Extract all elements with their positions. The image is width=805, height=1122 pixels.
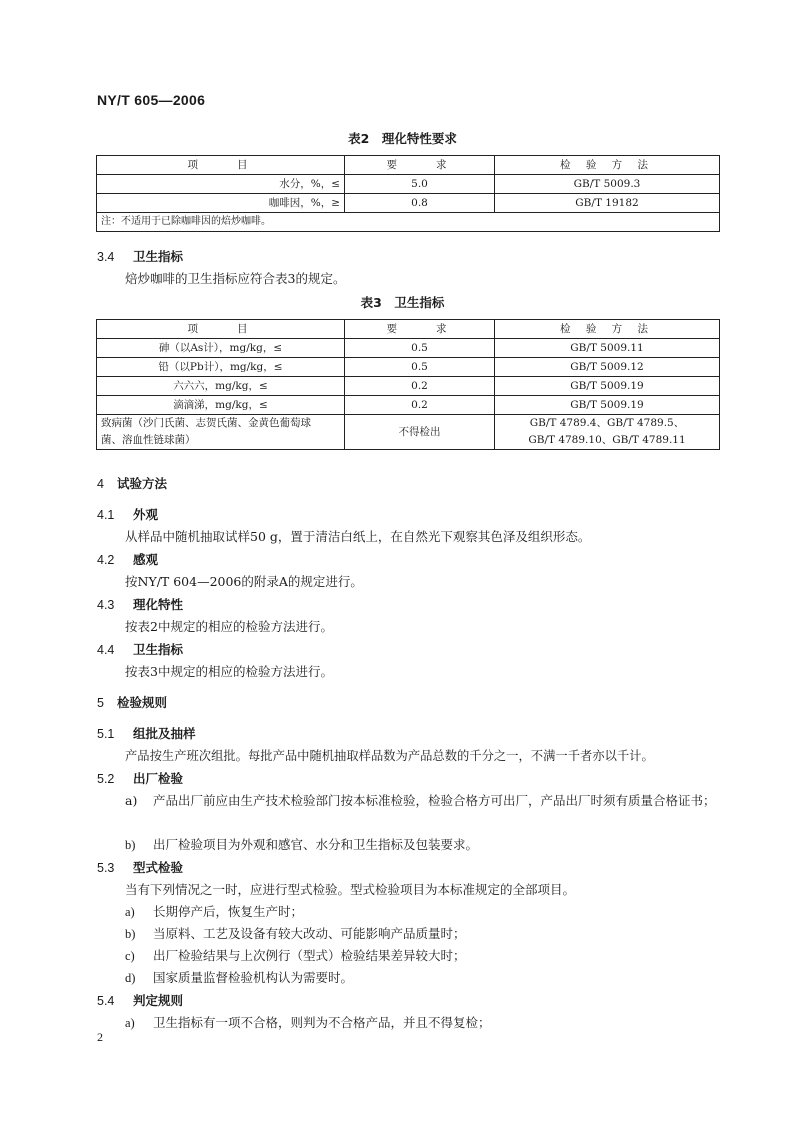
- table-row-pathogen: [97, 415, 720, 450]
- table-cell-method: GB/T 5009.12: [495, 358, 720, 377]
- table-header-cell: 检 验 方 法: [495, 320, 720, 339]
- list-label: d): [125, 971, 136, 985]
- list-label: c): [125, 949, 135, 963]
- section-5-3-heading: [97, 858, 183, 876]
- section-title: 理化特性: [133, 597, 184, 612]
- section-number: 4.3: [97, 598, 115, 612]
- list-text: 产品出厂前应由生产技术检验部门按本标准检验，检验合格方可出厂，产品出厂时须有质量合格证书；: [153, 793, 716, 808]
- list-item: [125, 946, 466, 964]
- section-4-2-heading: [97, 550, 158, 568]
- list-text: 出厂检验项目为外观和感官、水分和卫生指标及包装要求。: [153, 837, 479, 852]
- section-5-2-heading: [97, 769, 183, 787]
- section-title: 检验规则: [117, 695, 168, 710]
- page-number: 2: [97, 1030, 103, 1044]
- pathogen-item-line-2: 菌、溶血性链球菌）: [101, 434, 196, 446]
- section-number: 4.4: [97, 643, 115, 657]
- section-5-4-heading: [97, 991, 183, 1009]
- section-5-3-intro: 当有下列情况之一时，应进行型式检验。型式检验项目为本标准规定的全部项目。: [125, 882, 576, 897]
- list-item: [125, 902, 303, 920]
- table-cell-method: GB/T 5009.19: [495, 396, 720, 415]
- list-text: 长期停产后，恢复生产时；: [153, 904, 304, 919]
- table-cell-requirement: 0.2: [345, 396, 495, 415]
- section-5-4-item-a: [125, 1013, 491, 1031]
- section-3-4-heading: [97, 247, 183, 265]
- section-5-2-item-a: [97, 788, 727, 813]
- table-row: [97, 377, 720, 396]
- table-header-cell: 要 求: [345, 320, 495, 339]
- list-label: a): [125, 1016, 135, 1030]
- section-4-1-text: 从样品中随机抽取试样50 g，置于清洁白纸上，在自然光下观察其色泽及组织形态。: [125, 529, 591, 544]
- list-label: a): [125, 793, 138, 808]
- section-number: 5: [97, 696, 104, 710]
- list-item: [125, 924, 466, 942]
- table-cell-method: GB/T 5009.19: [495, 377, 720, 396]
- table-cell-requirement: 5.0: [345, 175, 495, 194]
- table-row: [97, 358, 720, 377]
- section-5-2-item-b: [125, 835, 478, 853]
- section-number: 5.4: [97, 994, 115, 1008]
- table-cell-item: 水分，%，≤: [97, 175, 345, 194]
- table-cell-requirement: 0.8: [345, 194, 495, 213]
- table-header-row: [97, 156, 720, 175]
- section-3-4-text: 焙炒咖啡的卫生指标应符合表3的规定。: [125, 271, 346, 286]
- section-title: 出厂检验: [133, 771, 184, 786]
- section-number: 4: [97, 477, 104, 491]
- table-cell-item: [97, 415, 345, 450]
- list-text: 国家质量监督检验机构认为需要时。: [153, 970, 354, 985]
- table-header-cell: 项 目: [97, 320, 345, 339]
- table-3: [96, 319, 720, 450]
- table-row: [97, 194, 720, 213]
- table-row: [97, 396, 720, 415]
- section-5-heading: [97, 693, 167, 711]
- table-cell-item: 铅（以Pb计），mg/kg，≤: [97, 358, 345, 377]
- section-4-2-text: 按NY/T 604—2006的附录A的规定进行。: [125, 574, 363, 589]
- table-note: 注：不适用于已除咖啡因的焙炒咖啡。: [97, 213, 720, 232]
- table-2-title: 表2 理化特性要求: [348, 131, 457, 146]
- table-cell-method: GB/T 5009.11: [495, 339, 720, 358]
- section-title: 感观: [133, 552, 159, 567]
- section-title: 型式检验: [133, 860, 184, 875]
- list-text: 出厂检验结果与上次例行（型式）检验结果差异较大时；: [153, 948, 466, 963]
- section-number: 4.1: [97, 508, 115, 522]
- section-4-3-text: 按表2中规定的相应的检验方法进行。: [125, 619, 333, 634]
- table-row: [97, 175, 720, 194]
- table-note-row: [97, 213, 720, 232]
- list-label: a): [125, 905, 135, 919]
- table-cell-item: 六六六，mg/kg，≤: [97, 377, 345, 396]
- list-text: 卫生指标有一项不合格，则判为不合格产品，并且不得复检；: [153, 1015, 491, 1030]
- section-number: 4.2: [97, 553, 115, 567]
- table-cell-requirement: 0.5: [345, 358, 495, 377]
- section-5-1-heading: [97, 724, 196, 742]
- table-header-cell: 要 求: [345, 156, 495, 175]
- section-number: 5.2: [97, 772, 115, 786]
- section-title: 卫生指标: [133, 249, 184, 264]
- list-text: 当原料、工艺及设备有较大改动、可能影响产品质量时；: [153, 926, 466, 941]
- section-number: 5.1: [97, 727, 115, 741]
- list-label: b): [125, 838, 136, 852]
- table-header-row: [97, 320, 720, 339]
- table-cell-requirement: 0.2: [345, 377, 495, 396]
- standard-code: NY/T 605—2006: [97, 92, 206, 108]
- section-title: 试验方法: [117, 476, 168, 491]
- table-cell-item: 滴滴涕，mg/kg，≤: [97, 396, 345, 415]
- table-cell-method: [495, 415, 720, 450]
- pathogen-method-line-1: GB/T 4789.4、GB/T 4789.5、: [529, 417, 685, 429]
- section-number: 5.3: [97, 861, 115, 875]
- section-4-4-heading: [97, 640, 183, 658]
- pathogen-method-line-2: GB/T 4789.10、GB/T 4789.11: [528, 434, 686, 446]
- pathogen-item-line-1: 致病菌（沙门氏菌、志贺氏菌、金黄色葡萄球: [101, 417, 311, 429]
- table-row: [97, 339, 720, 358]
- section-4-3-heading: [97, 595, 183, 613]
- section-title: 外观: [133, 507, 159, 522]
- table-3-title: 表3 卫生指标: [360, 295, 445, 310]
- table-header-cell: 检 验 方 法: [495, 156, 720, 175]
- list-label: b): [125, 927, 136, 941]
- table-cell-requirement: 0.5: [345, 339, 495, 358]
- section-number: 3.4: [97, 250, 115, 264]
- table-2: [96, 155, 720, 232]
- section-4-heading: [97, 474, 167, 492]
- section-4-1-heading: [97, 505, 158, 523]
- table-cell-method: GB/T 5009.3: [495, 175, 720, 194]
- list-item: [125, 968, 353, 986]
- table-cell-requirement: 不得检出: [345, 415, 495, 450]
- table-cell-method: GB/T 19182: [495, 194, 720, 213]
- section-title: 组批及抽样: [133, 726, 196, 741]
- section-4-4-text: 按表3中规定的相应的检验方法进行。: [125, 664, 333, 679]
- table-header-cell: 项 目: [97, 156, 345, 175]
- table-cell-item: 砷（以As计），mg/kg，≤: [97, 339, 345, 358]
- section-title: 判定规则: [133, 993, 184, 1008]
- section-title: 卫生指标: [133, 642, 184, 657]
- section-5-1-text: 产品按生产班次组批。每批产品中随机抽取样品数为产品总数的千分之一，不满一千者亦以千计。: [125, 749, 654, 763]
- table-cell-item: 咖啡因，%，≥: [97, 194, 345, 213]
